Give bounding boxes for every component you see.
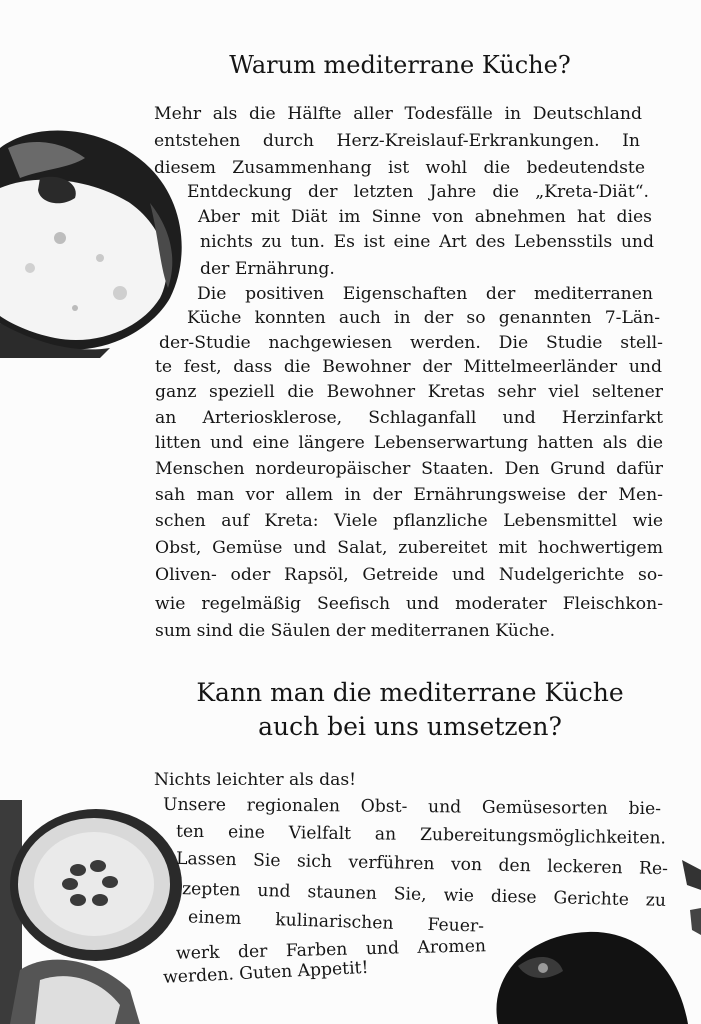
scan-edge-mark xyxy=(662,860,701,970)
section1-line: Oliven- oder Rapsöl, Getreide und Nudelgerichte so- xyxy=(155,565,663,585)
section1-line: Menschen nordeuropäischer Staaten. Den Grund dafür xyxy=(155,459,663,479)
section2-heading xyxy=(150,676,670,744)
section2-line: einem kulinarischen Feuer- xyxy=(187,907,485,937)
section1-line: litten und eine längere Lebenserwartung hatten als die xyxy=(155,433,663,453)
section1-line: entstehen durch Herz-Kreislauf-Erkrankungen. In xyxy=(154,131,640,151)
section2-line: werden. Guten Appetit! xyxy=(162,957,369,988)
section2-line: Lassen Sie sich verführen von den leckeren Re- xyxy=(175,848,669,880)
section1-line: der Ernährung. xyxy=(200,259,335,279)
section2-heading-line1: Kann man die mediterrane Küche xyxy=(196,678,624,707)
section1-line: sum sind die Säulen der mediterranen Küche. xyxy=(155,621,556,641)
cheese-photo xyxy=(0,118,190,358)
cucumber-photo xyxy=(0,800,185,1024)
section1-line: ganz speziell die Bewohner Kretas sehr viel seltener xyxy=(155,382,663,402)
section1-line: Die positiven Eigenschaften der mediterranen xyxy=(197,284,653,304)
section1-line: schen auf Kreta: Viele pflanzliche Lebensmittel wie xyxy=(155,511,663,531)
section2-line: Unsere regionalen Obst- und Gemüsesorten bie- xyxy=(162,794,662,820)
section1-line: Entdeckung der letzten Jahre die „Kreta-Diät“. xyxy=(187,182,649,202)
section1-heading: Warum mediterrane Küche? xyxy=(229,51,571,79)
section1-line: Aber mit Diät im Sinne von abnehmen hat dies xyxy=(198,207,652,227)
section2-line: ten eine Vielfalt an Zubereitungsmöglichkeiten. xyxy=(175,821,667,849)
section1-line: te fest, dass die Bewohner der Mittelmeerländer und xyxy=(155,357,662,377)
section1-line: diesem Zusammenhang ist wohl die bedeutendste xyxy=(154,158,645,178)
section1-line: Obst, Gemüse und Salat, zubereitet mit hochwertigem xyxy=(155,538,663,558)
section1-line: wie regelmäßig Seefisch und moderater Fleischkon- xyxy=(155,594,663,614)
section1-line: sah man vor allem in der Ernährungsweise der Men- xyxy=(155,485,663,505)
section2-line: werk der Farben und Aromen xyxy=(175,936,487,964)
section1-line: nichts zu tun. Es ist eine Art des Lebensstils und xyxy=(200,232,654,252)
section2-line: Nichts leichter als das! xyxy=(154,770,357,790)
section2-line: zepten und staunen Sie, wie diese Gerichte zu xyxy=(181,879,667,911)
section1-line: Küche konnten auch in der so genannten 7-Län- xyxy=(187,308,660,328)
section1-line: an Arteriosklerose, Schlaganfall und Herzinfarkt xyxy=(155,408,663,428)
section2-heading-line2: auch bei uns umsetzen? xyxy=(258,712,562,741)
section1-line: Mehr als die Hälfte aller Todesfälle in Deutschland xyxy=(154,104,642,124)
section1-line: der-Studie nachgewiesen werden. Die Studie stell- xyxy=(159,333,663,353)
